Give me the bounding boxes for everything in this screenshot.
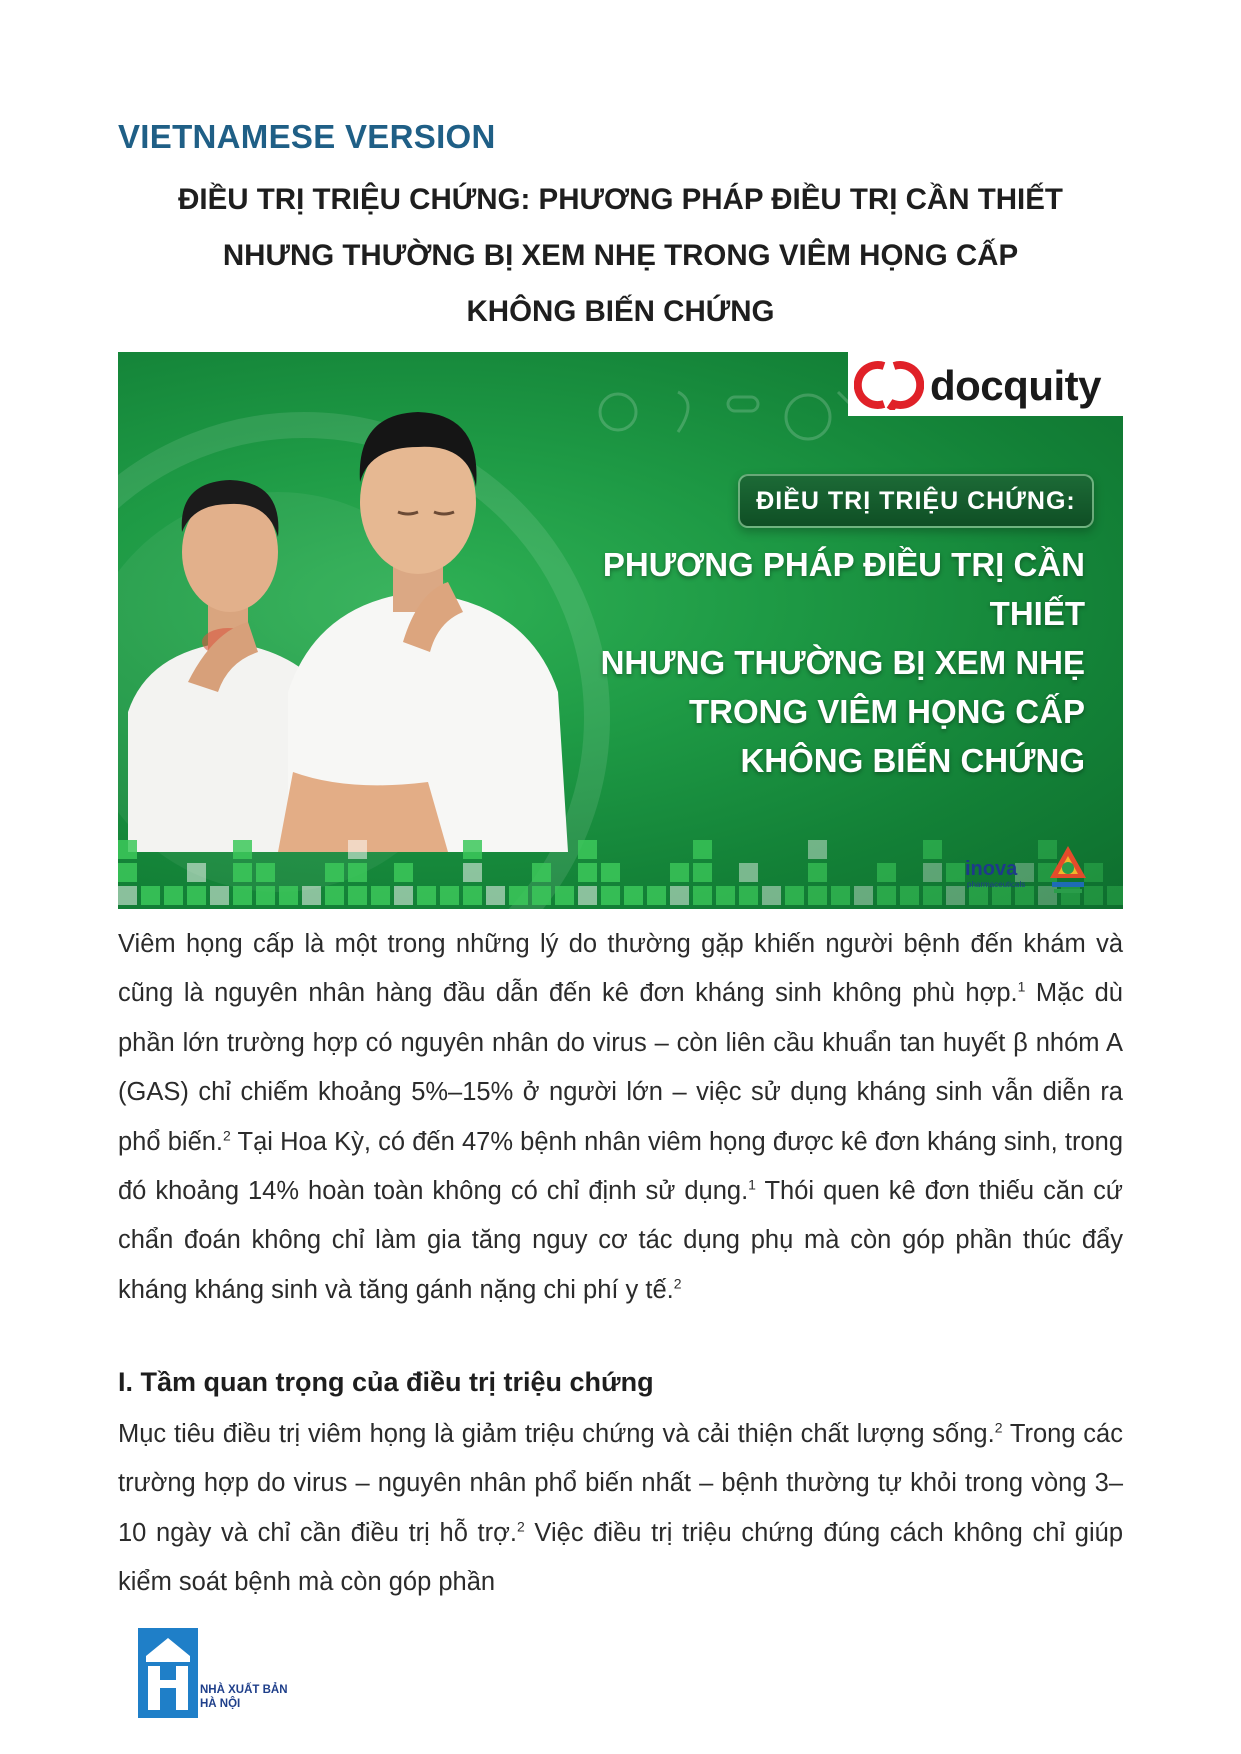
banner-tile — [555, 886, 574, 905]
banner-tile — [716, 886, 735, 905]
section-paragraph — [118, 1410, 1123, 1608]
banner-tile — [233, 840, 252, 859]
banner-tile — [233, 886, 252, 905]
citation-ref: 2 — [673, 1275, 682, 1292]
banner-tile — [532, 886, 551, 905]
banner-headline-line-2: NHƯNG THƯỜNG BỊ XEM NHẸ — [600, 644, 1085, 681]
citation-ref: 2 — [516, 1518, 525, 1535]
citation-ref: 1 — [1017, 978, 1026, 995]
banner-tile — [1107, 886, 1123, 905]
banner-tile — [693, 886, 712, 905]
banner-headline-line-1: PHƯƠNG PHÁP ĐIỀU TRỊ CẦN THIẾT — [602, 546, 1085, 632]
banner-tile — [739, 886, 758, 905]
banner-tile — [256, 863, 275, 882]
banner-tile — [877, 863, 896, 882]
banner-tile — [463, 886, 482, 905]
banner-tile — [348, 863, 367, 882]
banner-tile — [739, 863, 758, 882]
banner-tile — [946, 863, 965, 882]
publisher-name-line-2: HÀ NỘI — [200, 1698, 241, 1710]
banner-tile — [325, 886, 344, 905]
banner-tile — [118, 863, 137, 882]
banner-tile — [854, 886, 873, 905]
banner-tile — [118, 840, 137, 859]
banner-tile — [601, 863, 620, 882]
section-text-1: Mục tiêu điều trị viêm họng là giảm triệu chứng và cải thiện chất lượng sống. — [118, 1420, 995, 1448]
banner-tile — [578, 886, 597, 905]
hero-banner — [118, 352, 1123, 909]
banner-tile — [417, 886, 436, 905]
title-line-1: ĐIỀU TRỊ TRIỆU CHỨNG: PHƯƠNG PHÁP ĐIỀU TRỊ CẦN THIẾT — [178, 183, 1063, 216]
medical-icons-pattern — [588, 372, 868, 462]
banner-tile — [601, 886, 620, 905]
docquity-wordmark: docquity — [930, 362, 1101, 409]
intro-text-3: Tại Hoa Kỳ, có đến 47% bệnh nhân viêm họng được kê đơn kháng sinh, trong đó khoảng 14% hoàn toàn không có chỉ định sử dụng. — [118, 1127, 1123, 1206]
section-text-3: Việc điều trị triệu chứng đúng cách không chỉ giúp kiểm soát bệnh mà còn góp phần — [118, 1518, 1123, 1597]
intro-text-2: Mặc dù phần lớn trường hợp có nguyên nhân do virus – còn liên cầu khuẩn tan huyết β nhóm A (GAS) chỉ chiếm khoảng 5%–15% ở người lớn – việc sử dụng kháng sinh vẫn diễn ra phổ biến. — [118, 979, 1123, 1156]
inova-logo: inova — [965, 858, 1018, 880]
banner-subtitle-pill: ĐIỀU TRỊ TRIỆU CHỨNG: — [738, 474, 1094, 528]
intro-text-1: Viêm họng cấp là một trong những lý do thường gặp khiến người bệnh đến khám và cũng là nguyên nhân hàng đầu dẫn đến kê đơn kháng sinh không phù hợp. — [118, 930, 1123, 1008]
banner-tile — [118, 886, 137, 905]
docquity-logo — [848, 352, 1123, 416]
citation-ref: 2 — [223, 1127, 231, 1144]
title-line-2: NHƯNG THƯỜNG BỊ XEM NHẸ TRONG VIÊM HỌNG CẤP — [222, 239, 1019, 272]
banner-tile — [923, 886, 942, 905]
banner-headline-line-4: KHÔNG BIẾN CHỨNG — [740, 742, 1085, 779]
banner-tile — [670, 886, 689, 905]
version-label: VIETNAMESE VERSION — [118, 118, 496, 155]
banner-tile — [877, 886, 896, 905]
banner-headline-line-3: TRONG VIÊM HỌNG CẤP — [688, 693, 1085, 730]
publisher-logo-icon — [138, 1628, 198, 1718]
section-heading: I. Tầm quan trọng của điều trị triệu chứng — [118, 1367, 654, 1397]
banner-tile — [440, 886, 459, 905]
banner-tile — [210, 886, 229, 905]
title-line-3: KHÔNG BIẾN CHỨNG — [466, 295, 775, 328]
banner-tile — [532, 863, 551, 882]
banner-tile — [900, 886, 919, 905]
banner-tile — [348, 840, 367, 859]
banner-tile — [164, 886, 183, 905]
banner-tile — [647, 886, 666, 905]
banner-tile — [394, 886, 413, 905]
banner-tile — [256, 886, 275, 905]
banner-tile — [279, 886, 298, 905]
page-title — [118, 172, 1123, 340]
banner-tile — [578, 840, 597, 859]
publisher-name-line-1: NHÀ XUẤT BẢN — [200, 1684, 288, 1696]
banner-tile — [394, 863, 413, 882]
banner-tile — [578, 863, 597, 882]
people-illustration — [118, 352, 588, 852]
banner-tile — [670, 863, 689, 882]
publisher-name — [200, 1683, 288, 1711]
banner-tile — [187, 886, 206, 905]
banner-tile — [348, 886, 367, 905]
banner-tile — [831, 886, 850, 905]
banner-tile — [946, 886, 965, 905]
banner-tile — [693, 863, 712, 882]
banner-tile — [762, 886, 781, 905]
intro-paragraph — [118, 920, 1123, 1315]
intro-text-4: Thói quen kê đơn thiếu căn cứ chẩn đoán không chỉ làm gia tăng nguy cơ tác dụng phụ mà còn góp phần thúc đẩy kháng kháng sinh và tăng gánh nặng chi phí y tế. — [118, 1177, 1123, 1304]
banner-tile — [463, 840, 482, 859]
banner-headline — [525, 540, 1085, 785]
banner-tile — [923, 863, 942, 882]
triple-a-logo-icon — [1048, 844, 1088, 896]
banner-tile — [187, 863, 206, 882]
banner-tile — [463, 863, 482, 882]
banner-tile — [785, 886, 804, 905]
banner-tile — [509, 886, 528, 905]
banner-tile — [808, 863, 827, 882]
docquity-mark-icon — [854, 360, 924, 410]
citation-ref: 2 — [994, 1419, 1003, 1436]
section-text-2: Trong các trường hợp do virus – nguyên nhân phổ biến nhất – bệnh thường tự khỏi trong vòng 3–10 ngày và chỉ cần điều trị hỗ trợ. — [118, 1420, 1123, 1547]
banner-tile — [808, 840, 827, 859]
citation-ref: 1 — [748, 1176, 756, 1193]
banner-tile — [325, 863, 344, 882]
banner-tile — [233, 863, 252, 882]
banner-tile — [923, 840, 942, 859]
banner-tile — [486, 886, 505, 905]
banner-tile — [302, 886, 321, 905]
banner-tile — [693, 840, 712, 859]
banner-tile — [141, 886, 160, 905]
inova-logo-subtext: pharmaceuticals — [967, 880, 1026, 889]
banner-tile — [624, 886, 643, 905]
banner-tile — [808, 886, 827, 905]
banner-tile — [371, 886, 390, 905]
